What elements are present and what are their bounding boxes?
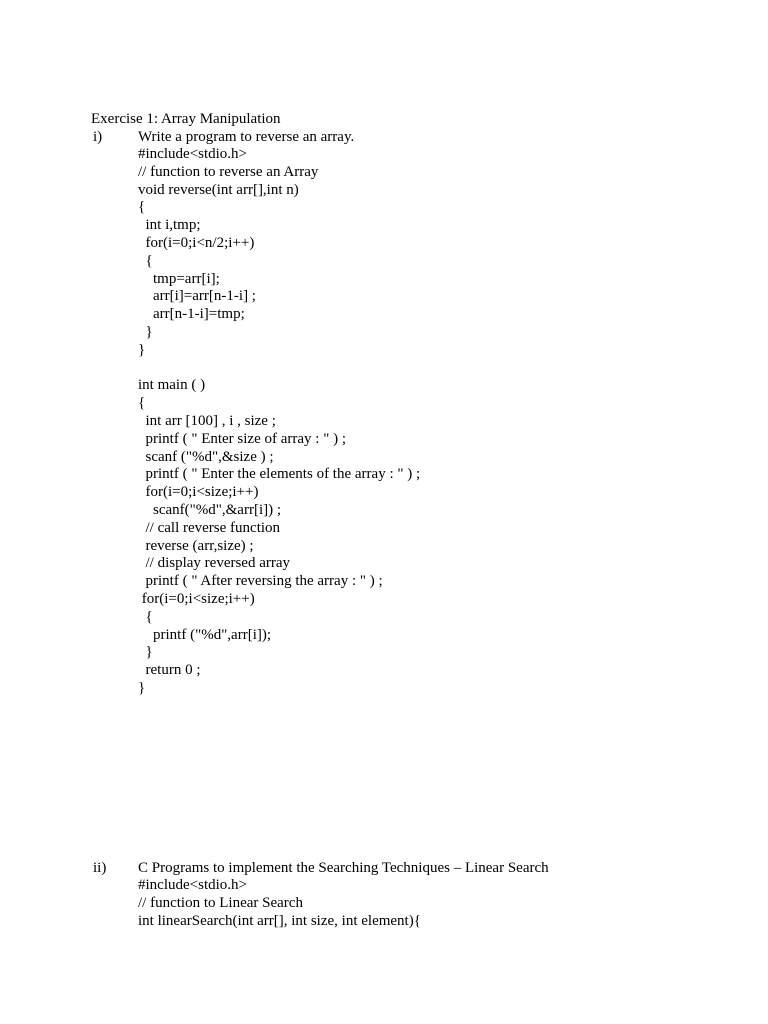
- code-line: tmp=arr[i];: [138, 270, 220, 287]
- code-line: }: [138, 679, 146, 696]
- code-line: for(i=0;i<size;i++): [138, 590, 255, 607]
- item-number: i): [93, 129, 103, 145]
- code-line: }: [138, 323, 153, 340]
- code-line: int arr [100] , i , size ;: [138, 412, 276, 429]
- code-line: return 0 ;: [138, 662, 201, 679]
- code-line: scanf ("%d",&size ) ;: [138, 448, 274, 465]
- code-line: // function to Linear Search: [138, 894, 303, 911]
- code-line: printf ( " After reversing the array : " ) ;: [138, 573, 383, 590]
- code-line: {: [138, 395, 146, 412]
- item-heading: C Programs to implement the Searching Techniques – Linear Search: [138, 860, 549, 876]
- code-line: int linearSearch(int arr[], int size, int element){: [138, 912, 421, 929]
- code-line: // call reverse function: [138, 519, 281, 536]
- code-line: printf ( " Enter size of array : " ) ;: [138, 430, 347, 447]
- code-line: for(i=0;i<n/2;i++): [138, 234, 255, 251]
- code-line: {: [138, 199, 146, 216]
- code-line: printf ( " Enter the elements of the array : " ) ;: [138, 466, 421, 483]
- code-block-linear-search: [138, 877, 421, 930]
- code-line: }: [138, 341, 146, 358]
- code-block-reverse-array: [138, 146, 420, 698]
- code-line: // function to reverse an Array: [138, 163, 319, 180]
- exercise-title: Exercise 1: Array Manipulation: [91, 111, 281, 127]
- code-line: int i,tmp;: [138, 217, 201, 234]
- item-number: ii): [93, 860, 107, 876]
- item-heading: Write a program to reverse an array.: [138, 129, 355, 145]
- code-line: int main ( ): [138, 377, 206, 394]
- code-line: // display reversed array: [138, 555, 291, 572]
- code-line: {: [138, 608, 153, 625]
- code-line: {: [138, 252, 153, 269]
- code-line: printf ("%d",arr[i]);: [138, 626, 272, 643]
- code-line: }: [138, 644, 153, 661]
- code-line: #include<stdio.h>: [138, 877, 247, 893]
- code-line: [138, 360, 420, 378]
- code-line: arr[i]=arr[n-1-i] ;: [138, 288, 256, 305]
- code-line: arr[n-1-i]=tmp;: [138, 306, 245, 323]
- code-line: reverse (arr,size) ;: [138, 537, 254, 554]
- code-line: void reverse(int arr[],int n): [138, 181, 299, 198]
- code-line: #include<stdio.h>: [138, 146, 247, 162]
- code-line: for(i=0;i<size;i++): [138, 484, 259, 501]
- code-line: scanf("%d",&arr[i]) ;: [138, 501, 282, 518]
